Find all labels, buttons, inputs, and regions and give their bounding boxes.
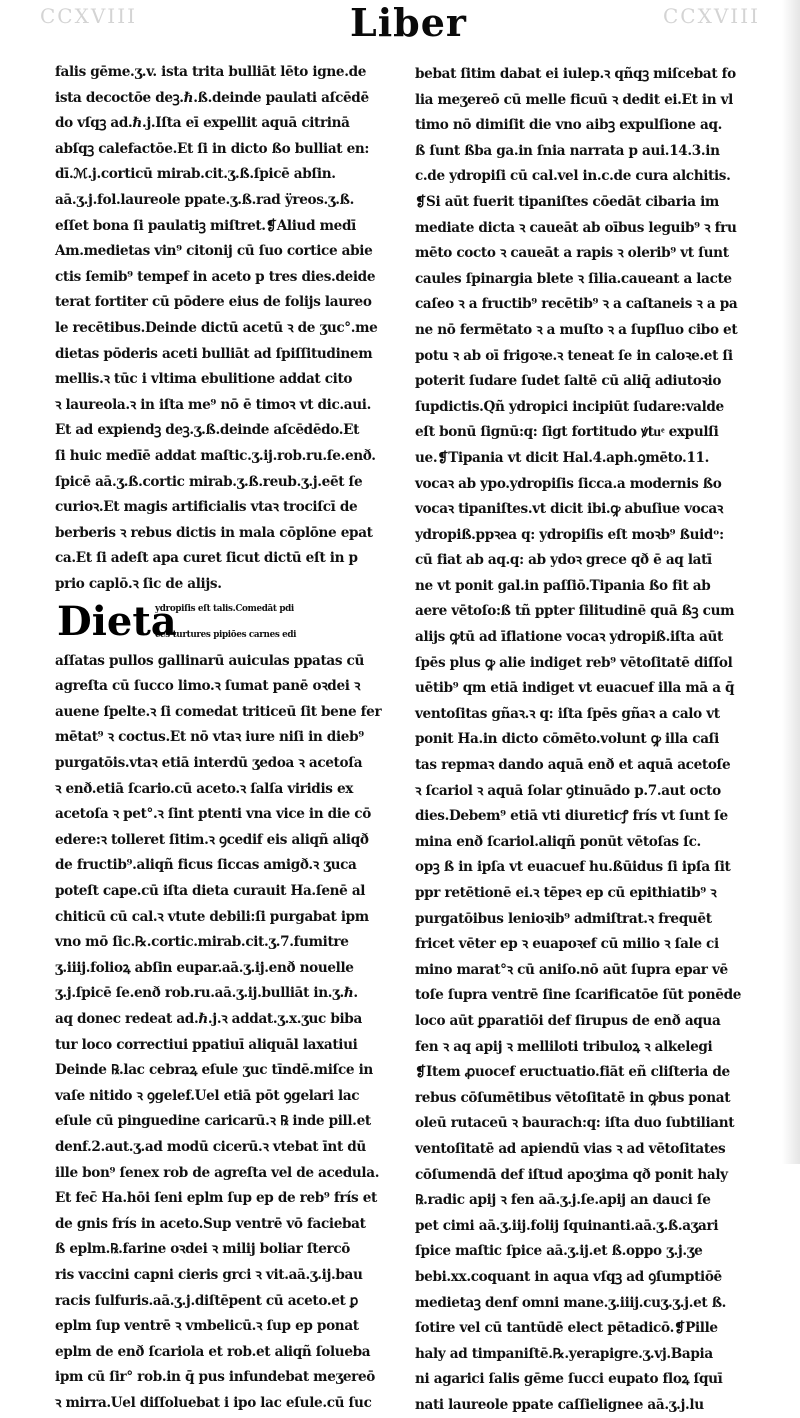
- text-line: aā.ʒ.j.fol.laureole ppate.ʒ.ß.rad ÿreos.ʒ.ß.: [55, 191, 355, 208]
- ghost-folio-right: CCXVIII: [663, 4, 760, 28]
- text-line: eſſet bona ſi paulatiꝫ miſtret.❡Aliud medī: [55, 217, 356, 234]
- text-line: tur loco correctiui ppatiuī aliquāl laxatiui: [55, 1036, 358, 1053]
- text-line: racis ſulfuris.aā.ʒ.j.diſtēpent cū aceto.et ꝑ: [55, 1292, 359, 1309]
- text-line: Et fec̄ Ha.hōi ſeni eplm ſup ep de reb⁹ frís et: [55, 1190, 377, 1207]
- text-line: eſt bonū ſignū:q: ſigt fortitudo ꝟtuͤ expulſi: [415, 424, 719, 441]
- text-line: aq donec redeat ad.ℏ.j.ꝛ addat.ʒ.x.ʒuc biba: [55, 1010, 362, 1027]
- text-line: purgatōibus lenioꝛib⁹ admiſtrat.ꝛ frequēt: [415, 910, 712, 927]
- text-line: ſpice maſtic ſpice aā.ʒ.ij.et ß.oppo ʒ.j.ʒe: [415, 1243, 703, 1260]
- text-line: mediate dicta ꝛ caueāt ab oībus leguib⁹ ꝛ fru: [415, 219, 737, 236]
- text-line: ſotire vel cū tantūdē elect pētadicō.❡Pille: [415, 1320, 718, 1337]
- text-line: ꝛ mirra.Uel diſſoluebat i ipo lac eſule.cū ſuc: [55, 1394, 372, 1411]
- text-line: dietas pōderis aceti bulliāt ad ſpiſſitudinem: [55, 345, 373, 362]
- page-edge-shadow: [782, 0, 800, 1164]
- text-line: Am.medietas vin⁹ citonij cū ſuo cortice abie: [55, 243, 373, 260]
- text-line: rebus cōſumētibus vētoſitatē in ꝙbus ponat: [415, 1089, 731, 1106]
- text-line: oleū rutaceū ꝛ baurach:q: iſta duo ſubtiliant: [415, 1115, 735, 1132]
- text-line: ꝛ enð.etiā ſcario.cū aceto.ꝛ ſalſa viridis ex: [55, 780, 354, 797]
- text-line: ces turtures pipiōes carnes edi: [155, 630, 297, 641]
- text-line: ne vt ponit gal.in paſſiō.Tipania ßo fit ab: [415, 577, 711, 594]
- text-line: ſpicē aā.ʒ.ß.cortic mirab.ʒ.ß.reub.ʒ.j.eēt ſe: [55, 473, 363, 490]
- text-line: caſeo ꝛ a fructib⁹ recētib⁹ ꝛ a caſtaneis ꝛ a pa: [415, 296, 738, 313]
- text-line: bebat ſitim dabat ei iulep.ꝛ qñqꝫ miſcebat fo: [415, 66, 736, 82]
- text-line: ꝛ ſcariol ꝛ aquā ſolar ꝯtinuādo p.7.aut octo: [415, 782, 721, 799]
- text-line: timo nō dimiſit die vno aibꝫ expulſione aq.: [415, 117, 722, 134]
- text-line: ꝛ laureola.ꝛ in iſta me⁹ nō ē timoꝛ vt dic.aui.: [55, 396, 371, 413]
- text-line: ca.Et ſi adeſt apa curet ſicut dictū eſt in p: [55, 550, 358, 567]
- text-line: denf.2.aut.ʒ.ad modū cicerū.ꝛ vtebat īnt dū: [55, 1138, 366, 1155]
- text-line: mēto cocto ꝛ caueāt a rapis ꝛ olerib⁹ vt ſunt: [415, 245, 729, 262]
- text-line: ʒ.j.ſpicē ſe.enð rob.ru.aā.ʒ.ij.bulliāt in.ʒ.ℏ.: [55, 985, 358, 1002]
- text-line: ß ſunt ßba ga.in ſnia narrata p aui.14.3.in: [415, 142, 720, 159]
- text-line: ppr retētionē ei.ꝛ tēpeꝛ ep cū epithiatib⁹ ꝛ: [415, 885, 717, 901]
- text-line: ſi huic medīē addat maſtic.ʒ.ij.rob.ru.ſe.enð.: [55, 447, 376, 464]
- text-line: ʒ.iiij.folioꝝ abſin eupar.aā.ʒ.ij.enð nouelle: [55, 959, 354, 976]
- text-line: cū fiat ab aq.q: ab ydoꝛ grece qð ē aq latī: [415, 552, 712, 569]
- text-line: vno mō ſic.℞.cortic.mirab.cit.ʒ.7.fumitre: [55, 934, 349, 951]
- text-line: opꝫ ß in ipſa vt euacuef hu.ßūidus ſi ipſa ſit: [415, 859, 731, 876]
- running-title: Liber: [350, 0, 467, 45]
- text-line: de gnis frís in aceto.Sup ventrē vō faciebat: [55, 1215, 366, 1232]
- text-line: fen ꝛ aq apij ꝛ melliloti tribuloꝝ ꝛ alkelegi: [415, 1038, 713, 1055]
- text-line: vocaꝛ tipaniſtes.vt dicit ibi.ꝙ abuſiue vocaꝛ: [415, 501, 723, 518]
- dieta-initial-word: Dieta: [57, 598, 177, 646]
- text-line: vocaꝛ ab ypo.ydropiſis ſicca.a modernis ßo: [415, 475, 722, 492]
- text-line: ipm cū ſir° rob.in q̄ pus infundebat meʒereō: [55, 1369, 376, 1386]
- text-line: terat fortiter cū pōdere eius de folijs laureo: [55, 294, 372, 311]
- text-line: falis gēme.ʒ.v. ista trita bulliāt lēto igne.de: [55, 64, 367, 80]
- text-line: tas repmaꝛ dando aquā enð et aquā acetoſe: [415, 757, 731, 774]
- text-line: ſupdictis.Qñ ydropici incipiūt ſudare:valde: [415, 398, 724, 415]
- text-line: abſqꝫ calefactōe.Et ſi in dicto ßo bulliat en:: [55, 140, 370, 157]
- text-line: eplm de enð ſcariola et rob.et aliqñ ſolueba: [55, 1343, 371, 1360]
- text-line: mina enð ſcariol.aliqñ ponūt vētoſas ſc.: [415, 833, 701, 850]
- text-line: ille bon⁹ ſenex rob de agreſta vel de acedula.: [55, 1164, 380, 1181]
- text-line: berberis ꝛ rebus dictis in mala cōplōne epat: [55, 524, 373, 541]
- text-line: ydropiſis eſt talis.Comedāt pdi: [155, 604, 294, 615]
- text-line: Et ad expiendꝫ deꝫ.ʒ.ß.deinde aſcēdēdo.Et: [55, 422, 360, 439]
- text-line: lia meʒereō cū melle ficuū ꝛ dedit ei.Et in vl: [415, 91, 733, 108]
- text-line: ponit Ha.in dicto cōmēto.volunt ꝙ illa caſi: [415, 731, 719, 748]
- text-line: toſe ſupra ventrē ſine ſcarificatōe ſūt ponēde: [415, 987, 742, 1004]
- ghost-folio-left: CCXVIII: [40, 4, 137, 28]
- text-line: haly ad timpaniſtē.℞.yerapigre.ʒ.vj.Bapia: [415, 1345, 713, 1362]
- text-line: ℞.radic apij ꝛ fen aā.ʒ.j.ſe.apij an dauci ſe: [415, 1192, 711, 1209]
- text-line: mētat⁹ ꝛ coctus.Et nō vtaꝛ iure niſi in dieb⁹: [55, 729, 364, 746]
- text-line: mellis.ꝛ tūc i vltima ebulitione addat cito: [55, 371, 353, 388]
- text-line: nati laureole ppate caſſielignee aā.ʒ.j.lu: [415, 1396, 704, 1413]
- text-line: purgatōis.vtaꝛ etiā interdū ʒedoa ꝛ acetoſa: [55, 755, 363, 772]
- text-line: alijs ꝙtū ad īflatione vocaꝛ ydropiß.iſta aūt: [415, 629, 723, 646]
- text-line: dī.ℳ.j.corticū mirab.cit.ʒ.ß.ſpicē abſin.: [55, 166, 336, 183]
- text-line: de fructib⁹.aliqñ ficus ſiccas amigð.ꝛ ʒuca: [55, 857, 357, 874]
- text-line: do vſqꝫ ad.ℏ.j.Iſta eī expellit aquā citrinā: [55, 115, 350, 132]
- text-line: ctis ſemib⁹ tempef in aceto p tres dies.deide: [55, 268, 376, 285]
- text-line: eplm ſup ventrē ꝛ vmbelicū.ꝛ ſup ep ponat: [55, 1318, 359, 1335]
- text-line: medietaꝫ denf omni mane.ʒ.iiij.cuʒ.ʒ.j.et ß.: [415, 1294, 727, 1311]
- text-line: ista decoctōe deꝫ.ℏ.ß.deinde paulati aſcēdē: [55, 89, 369, 106]
- text-line: c.de ydropiſi cū cal.vel in.c.de cura alchitis.: [415, 168, 731, 185]
- text-line: poteſt cape.cū iſta dieta curauit Ha.ſenē al: [55, 883, 366, 899]
- text-line: uētib⁹ qm etiā indiget vt euacuef illa mā a q̄: [415, 680, 735, 697]
- text-line: ❡Item ꝓuocef eructuatio.fiāt eñ cliſteria de: [415, 1064, 730, 1081]
- right-column-text: [415, 62, 775, 1418]
- text-line: ydropiß.ppꝛea q: ydropiſis eſt moꝛb⁹ ßuidᵒ:: [415, 526, 724, 543]
- text-line: cōſumendā def iſtud apoʒima qð ponit haly: [415, 1166, 728, 1183]
- text-line: ſpēs plus ꝙ alie indiget reb⁹ vētoſitatē diſſol: [415, 654, 733, 671]
- right-column: [415, 62, 775, 1413]
- text-line: acetoſa ꝛ pet°.ꝛ ſint ptenti vna vice in die cō: [55, 806, 371, 823]
- text-line: Deinde ℞.lac cebraꝝ eſule ʒuc tīndē.miſce in: [55, 1062, 373, 1079]
- text-line: bebi.xx.coquant in aqua vſqꝫ ad ꝯſumptiōē: [415, 1268, 722, 1285]
- left-column-text-top: [55, 60, 410, 597]
- dieta-paragraph: [55, 597, 410, 699]
- text-line: ris vaccini capni cieris grci ꝛ vit.aā.ʒ.ij.bau: [55, 1266, 363, 1283]
- text-line: prio caplō.ꝛ ſic de alijs.: [55, 575, 222, 592]
- text-line: pet cimi aā.ʒ.iij.folij ſquinanti.aā.ʒ.ß.aʒari: [415, 1217, 719, 1234]
- text-line: ue.❡Tipania vt dicit Hal.4.aph.ꝯmēto.11.: [415, 449, 710, 466]
- text-line: curioꝛ.Et magis artificialis vtaꝛ trociſcī de: [55, 499, 358, 516]
- text-line: potu ꝛ ab oī frigoꝛe.ꝛ teneat ſe in caloꝛe.et ſi: [415, 347, 733, 364]
- text-line: eſule cū pinguedine caricarū.ꝛ ℞ inde pill.et: [55, 1113, 371, 1130]
- text-line: fricet vēter ep ꝛ euapoꝛef cū milio ꝛ ſale ci: [415, 936, 719, 953]
- text-line: ❡Si aūt fuerit tipaniſtes cōedāt cibaria im: [415, 193, 719, 210]
- text-line: poterit ſudare ſudet ſaltē cū aliq̄ adiutoꝛio: [415, 373, 722, 390]
- left-column-text-bottom: [55, 700, 410, 1417]
- text-line: chiticū cū cal.ꝛ vtute debili:ſi purgabat ipm: [55, 908, 369, 925]
- text-line: aſſatas pullos gallinarū auiculas ppatas cū: [55, 652, 365, 669]
- text-line: loco aūt ꝑparatiōi def ſirupus de enð aqua: [415, 1012, 721, 1029]
- text-line: ne nō fermētato ꝛ a muſto ꝛ a ſupſluo cibo et: [415, 321, 738, 338]
- text-line: ventoſitas gñaꝛ.ꝛ q: iſta ſpēs gñaꝛ a calo vt: [415, 705, 720, 722]
- text-line: caules ſpinargia blete ꝛ ſilia.caueant a lacte: [415, 270, 732, 287]
- text-line: vaſe nitido ꝛ ꝯgelef.Uel etiā pōt ꝯgelari lac: [55, 1087, 360, 1104]
- left-column: [55, 60, 410, 1411]
- text-line: aere vētoſo:ß tñ ppter ſilitudinē quā ßꝫ cum: [415, 603, 735, 620]
- text-line: ventoſitatē ad apiendū vias ꝛ ad vētoſitates: [415, 1140, 726, 1157]
- text-line: agreſta cū ſucco limo.ꝛ ſumat panē oꝛdei ꝛ: [55, 678, 361, 695]
- text-line: ß eplm.℞.farine oꝛdei ꝛ milij boliar ſtercō: [55, 1241, 350, 1258]
- text-line: ni agarici ſalis gēme ſucci eupato floꝝ ſquī: [415, 1371, 723, 1388]
- text-line: edere:ꝛ tolleret ſitim.ꝛ ꝯcedif eis aliqñ aliqð: [55, 831, 369, 848]
- text-line: mino marat°ꝛ cū aniſo.nō aūt ſupra epar vē: [415, 961, 728, 978]
- text-line: auene ſpelte.ꝛ ſi comedat triticeū ſit bene fer: [55, 703, 382, 720]
- text-line: le recētibus.Deinde dictū acetū ꝛ de ʒuc°.me: [55, 319, 378, 336]
- text-line: dies.Debem⁹ etiā vti diureticꝭ frís vt ſunt ſe: [415, 808, 728, 825]
